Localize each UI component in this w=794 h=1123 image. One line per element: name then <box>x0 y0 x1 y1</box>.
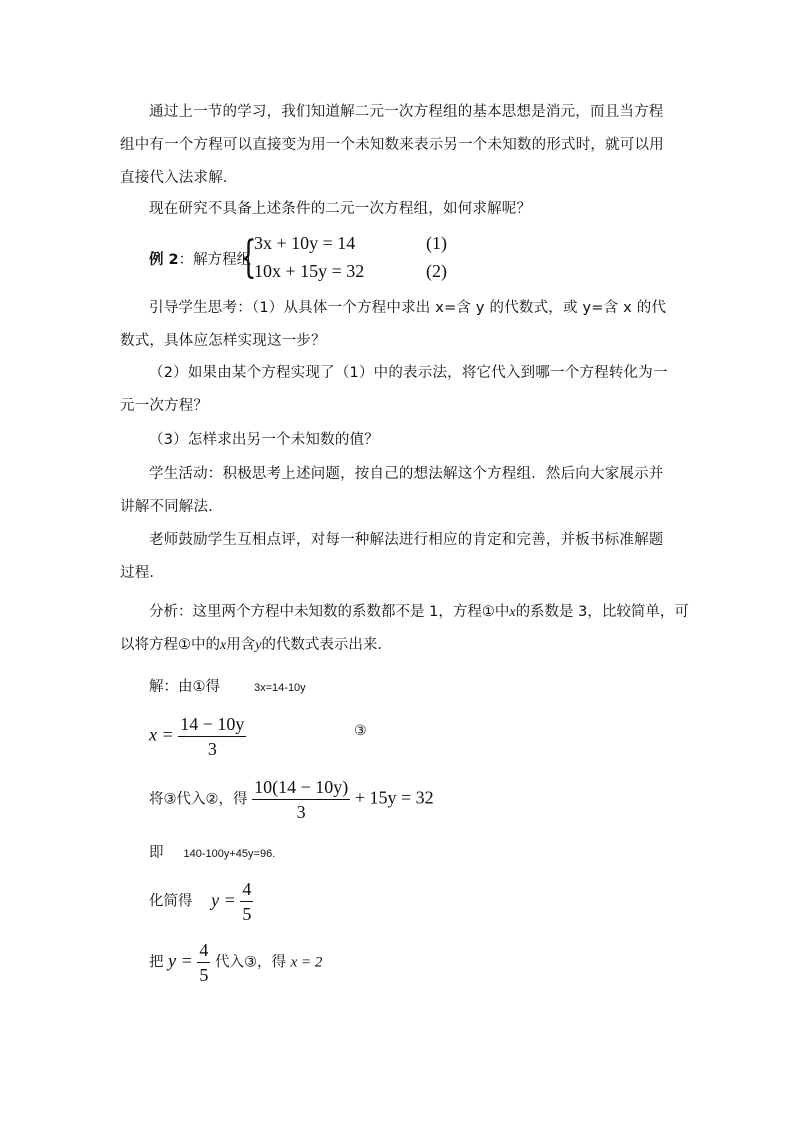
paragraph-activity: 学生活动：积极思考上述问题，按自己的想法解这个方程组．然后向大家展示并讲解不同解法． <box>120 466 664 515</box>
example-heading <box>149 248 251 269</box>
step3-fraction <box>252 775 350 824</box>
solution-step-2 <box>149 712 246 761</box>
step3-label: 将③代入②，得 <box>149 791 248 808</box>
analysis-var-x: x <box>509 605 516 620</box>
paragraph-intro: 通过上一节的学习，我们知道解二元一次方程组的基本思想是消元，而且当方程组中有一个方程可以直接变为用一个未知数来表示另一个未知数的形式时，就可以用直接代入法求解． <box>120 104 664 186</box>
step2-numerator: 14 − 10y <box>178 712 246 737</box>
step6-result: x = 2 <box>290 954 323 971</box>
step6-numerator: 4 <box>197 938 210 963</box>
step6-denominator: 5 <box>199 965 209 985</box>
analysis-text-c: 以将方程①中的 <box>120 637 220 653</box>
step3-rest: + 15y = 32 <box>354 787 434 808</box>
step6-mid: 代入③，得 <box>214 954 286 971</box>
analysis-text-a: 分析：这里两个方程中未知数的系数都不是 1，方程①中 <box>149 604 510 620</box>
step5-denominator: 5 <box>242 904 252 924</box>
step1-label: 解：由①得 <box>149 679 220 695</box>
step4-equation: 140-100y+45y=96. <box>183 848 276 860</box>
step2-tag: ③ <box>354 723 367 739</box>
solution-step-5 <box>149 877 253 926</box>
example-text: ：解方程组 <box>178 252 252 268</box>
equation-2-tag: (2) <box>426 261 447 281</box>
analysis-line-2 <box>120 633 392 654</box>
example-label: 例 2 <box>149 252 179 268</box>
solution-step-4 <box>149 841 275 862</box>
paragraph-step3: （3）怎样求出另一个未知数的值？ <box>149 432 379 448</box>
step2-denominator: 3 <box>207 739 217 759</box>
analysis-line-1 <box>149 600 689 621</box>
step3-denominator: 3 <box>296 802 306 822</box>
equation-brace: { <box>240 232 257 283</box>
analysis-var-x2: x <box>220 638 227 653</box>
analysis-text-b: 的系数是 3，比较简单，可 <box>515 604 689 620</box>
analysis-var-y: y <box>255 638 262 653</box>
equation-2: 10x + 15y = 32 <box>254 261 365 281</box>
equation-1-tag: (1) <box>426 233 447 253</box>
step2-fraction <box>178 712 246 761</box>
step6-lhs: y = <box>168 950 193 971</box>
paragraph-guide: 引导学生思考：（1）从具体一个方程中求出 x=含 y 的代数式，或 y=含 x 的代数式，具体应怎样实现这一步？ <box>120 300 667 349</box>
solution-step-1 <box>149 675 306 696</box>
step4-label: 即 <box>149 845 164 861</box>
step3-numerator: 10(14 − 10y) <box>252 775 350 800</box>
step1-equation: 3x=14-10y <box>254 682 306 694</box>
step5-numerator: 4 <box>240 877 253 902</box>
step6-fraction <box>197 938 210 987</box>
step5-lhs: y = <box>211 889 236 910</box>
step2-lhs: x = <box>149 724 174 745</box>
paragraph-question: 现在研究不具备上述条件的二元一次方程组，如何求解呢？ <box>149 201 532 217</box>
solution-step-3 <box>149 775 434 824</box>
paragraph-step2: （2）如果由某个方程实现了（1）中的表示法，将它代入到哪一个方程转化为一元一次方程？ <box>120 365 668 414</box>
equation-1: 3x + 10y = 14 <box>254 233 356 253</box>
step5-label: 化简得 <box>149 893 193 910</box>
step6-label: 把 <box>149 954 164 971</box>
analysis-text-d: 用含 <box>226 637 256 653</box>
analysis-text-e: 的代数式表示出来． <box>261 637 392 653</box>
solution-step-6 <box>149 938 322 987</box>
paragraph-teacher: 老师鼓励学生互相点评，对每一种解法进行相应的肯定和完善，并板书标准解题过程． <box>120 532 664 581</box>
step5-fraction <box>240 877 253 926</box>
